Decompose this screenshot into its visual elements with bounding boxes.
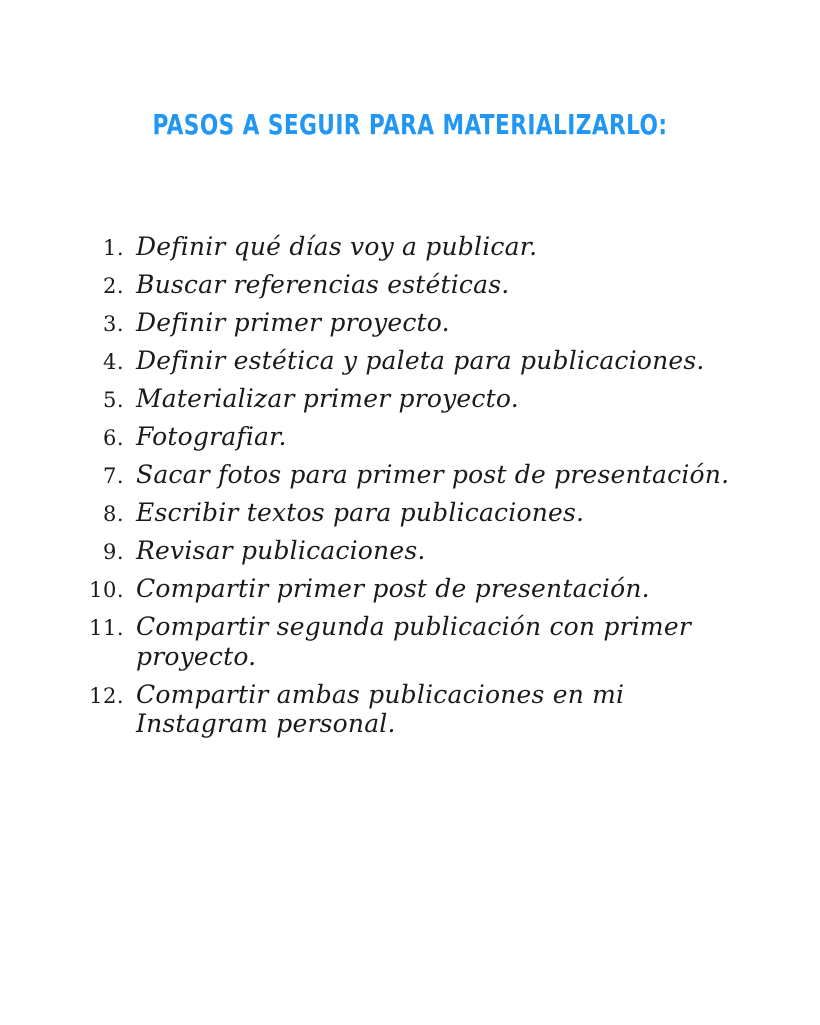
list-item xyxy=(72,498,752,528)
list-item-text: Definir estética y paleta para publicaciones. xyxy=(136,346,705,375)
list-item xyxy=(72,680,752,739)
list-item-text: Compartir segunda publicación con primer proyecto. xyxy=(136,612,691,671)
list-item xyxy=(72,422,752,452)
list-item-number: 12. xyxy=(89,683,124,708)
list-item xyxy=(72,308,752,338)
list-item xyxy=(72,232,752,262)
list-item xyxy=(72,612,752,671)
list-item-number: 9. xyxy=(102,540,124,564)
list-item-number: 1. xyxy=(102,236,124,260)
list-item-number: 7. xyxy=(102,464,124,488)
list-item-text: Buscar referencias estéticas. xyxy=(136,270,510,299)
list-item-text: Revisar publicaciones. xyxy=(136,536,426,565)
list-item-text: Definir primer proyecto. xyxy=(136,308,450,337)
list-item xyxy=(72,270,752,300)
list-item-text: Sacar fotos para primer post de presentación. xyxy=(136,460,730,489)
list-item-number: 2. xyxy=(102,274,124,298)
list-item xyxy=(72,536,752,566)
list-item xyxy=(72,574,752,604)
list-item-text: Compartir ambas publicaciones en mi Instagram personal. xyxy=(136,679,625,738)
list-item-text: Fotografiar. xyxy=(136,422,287,451)
list-item-text: Definir qué días voy a publicar. xyxy=(136,232,538,261)
list-item-number: 3. xyxy=(102,312,124,336)
list-item-number: 8. xyxy=(102,502,124,526)
list-item-number: 5. xyxy=(102,388,124,412)
list-item-text: Compartir primer post de presentación. xyxy=(136,574,650,603)
list-item-number: 11. xyxy=(89,616,124,640)
list-item xyxy=(72,460,752,490)
list-item-number: 6. xyxy=(102,426,124,450)
page-title: PASOS A SEGUIR PARA MATERIALIZARLO: xyxy=(152,108,668,141)
list-item-text: Materializar primer proyecto. xyxy=(136,384,519,413)
list-item xyxy=(72,384,752,414)
steps-list xyxy=(72,232,752,747)
list-item-text: Escribir textos para publicaciones. xyxy=(136,498,585,527)
list-item-number: 4. xyxy=(102,350,124,374)
list-item-number: 10. xyxy=(89,578,124,602)
list-item xyxy=(72,346,752,376)
